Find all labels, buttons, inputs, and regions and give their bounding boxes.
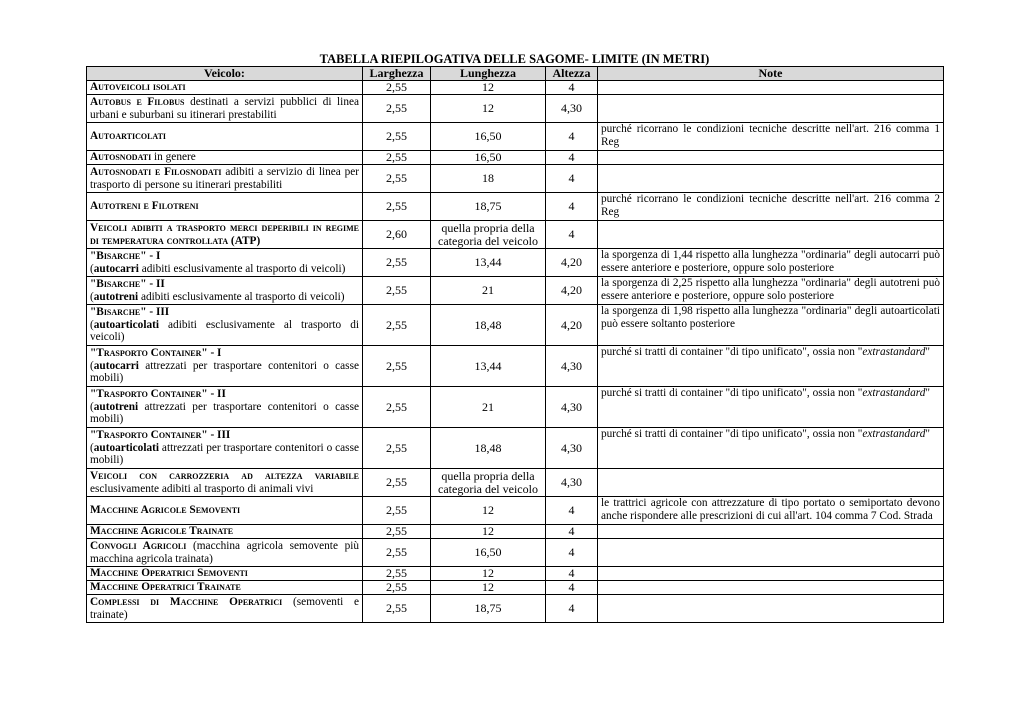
vehicle-description: esclusivamente adibiti al trasporto di animali vivi xyxy=(90,482,314,495)
veicolo-cell xyxy=(87,539,363,567)
veicolo-cell xyxy=(87,277,363,305)
table-row xyxy=(87,151,944,165)
vehicle-description: attrezzati per trasportare contenitori o casse mobili) xyxy=(90,359,359,385)
vehicle-category: Trasporto Container xyxy=(96,347,202,360)
note-cell xyxy=(598,581,944,595)
paren: ( xyxy=(90,318,94,331)
vehicle-description: adibiti esclusivamente al trasporto di veicoli) xyxy=(90,318,359,344)
larghezza-cell: 2,55 xyxy=(363,95,431,123)
note-cell: le trattrici agricole con attrezzature di tipo portato o semiportato devono anche rispondere alle prescrizioni di cui all'art. 104 comma 7 Cod. Strada xyxy=(598,497,944,525)
vehicle-category: Autotreni xyxy=(90,200,141,213)
lunghezza-cell: 12 xyxy=(431,567,546,581)
veicolo-cell xyxy=(87,428,363,469)
altezza-cell: 4 xyxy=(546,221,598,249)
lunghezza-cell: 12 xyxy=(431,581,546,595)
vehicle-class-number: " - I xyxy=(140,249,161,262)
note-cell xyxy=(598,469,944,497)
veicolo-cell xyxy=(87,387,363,428)
veicolo-cell xyxy=(87,581,363,595)
vehicle-description: adibiti esclusivamente al trasporto di veicoli) xyxy=(138,262,346,275)
table-row xyxy=(87,497,944,525)
vehicle-conjunction: e xyxy=(151,165,165,178)
header-larghezza: Larghezza xyxy=(363,67,431,81)
altezza-cell: 4,30 xyxy=(546,95,598,123)
larghezza-cell: 2,55 xyxy=(363,277,431,305)
veicolo-cell xyxy=(87,165,363,193)
veicolo-cell xyxy=(87,525,363,539)
lunghezza-cell: 12 xyxy=(431,525,546,539)
lunghezza-cell: 18 xyxy=(431,165,546,193)
note-emphasis: extrastandard xyxy=(862,428,926,440)
header-note: Note xyxy=(598,67,944,81)
altezza-cell: 4 xyxy=(546,151,598,165)
note-cell xyxy=(598,428,944,469)
lunghezza-cell: 12 xyxy=(431,95,546,123)
note-cell xyxy=(598,165,944,193)
table-row xyxy=(87,567,944,581)
lunghezza-cell: 18,48 xyxy=(431,428,546,469)
vehicle-type: autoarticolati xyxy=(93,318,160,331)
vehicle-description: attrezzati per trasportare contenitori o casse mobili) xyxy=(90,441,359,467)
vehicle-category: Veicoli con carrozzeria ad altezza variabile xyxy=(90,469,359,482)
larghezza-cell: 2,55 xyxy=(363,151,431,165)
altezza-cell: 4,20 xyxy=(546,277,598,305)
altezza-cell: 4 xyxy=(546,497,598,525)
note-text: purché si tratti di container "di tipo unificato", ossia non " xyxy=(601,387,863,399)
table-row xyxy=(87,539,944,567)
lunghezza-cell: 18,48 xyxy=(431,305,546,346)
altezza-cell: 4,30 xyxy=(546,346,598,387)
header-veicolo: Veicolo: xyxy=(87,67,363,81)
vehicle-description: (macchina agricola semovente più macchina agricola trainata) xyxy=(90,539,360,565)
vehicle-category: Macchine Agricole Trainate xyxy=(90,525,234,538)
page-title: TABELLA RIEPILOGATIVA DELLE SAGOME- LIMITE (IN METRI) xyxy=(319,52,710,66)
note-text: " xyxy=(925,346,930,358)
paren: ( xyxy=(90,441,94,454)
note-cell: la sporgenza di 1,98 rispetto alla lunghezza "ordinaria" degli autoarticolati può essere soltanto posteriore xyxy=(598,305,944,346)
veicolo-cell xyxy=(87,249,363,277)
altezza-cell: 4,30 xyxy=(546,387,598,428)
note-text: purché si tratti di container "di tipo unificato", ossia non " xyxy=(601,428,863,440)
vehicle-type: autocarri xyxy=(93,359,139,372)
larghezza-cell: 2,55 xyxy=(363,539,431,567)
altezza-cell: 4,30 xyxy=(546,428,598,469)
table-row xyxy=(87,193,944,221)
quote-mark: " xyxy=(90,347,97,360)
altezza-cell: 4,20 xyxy=(546,305,598,346)
table-row xyxy=(87,249,944,277)
larghezza-cell: 2,55 xyxy=(363,595,431,623)
vehicle-description: adibiti a servizio di linea per trasporto di persone su itinerari prestabiliti xyxy=(90,165,359,191)
veicolo-cell xyxy=(87,567,363,581)
vehicle-description: destinati a servizi pubblici di linea urbani e suburbani su itinerari prestabiliti xyxy=(90,95,359,121)
note-text: " xyxy=(925,428,930,440)
lunghezza-cell: 21 xyxy=(431,387,546,428)
note-cell xyxy=(598,81,944,95)
vehicle-class-number: " - III xyxy=(140,306,170,319)
larghezza-cell: 2,55 xyxy=(363,581,431,595)
quote-mark: " xyxy=(90,306,97,319)
table-row xyxy=(87,123,944,151)
lunghezza-cell: 21 xyxy=(431,277,546,305)
vehicle-type: autocarri xyxy=(93,262,139,275)
quote-mark: " xyxy=(90,249,97,262)
vehicle-conjunction: e xyxy=(130,95,148,108)
veicolo-cell xyxy=(87,123,363,151)
quote-mark: " xyxy=(90,429,97,442)
lunghezza-cell: 12 xyxy=(431,497,546,525)
vehicle-description: adibiti esclusivamente al trasporto di veicoli) xyxy=(138,290,345,303)
table-row xyxy=(87,525,944,539)
vehicle-category: Autoarticolati xyxy=(90,130,167,143)
veicolo-cell xyxy=(87,497,363,525)
vehicle-type: autotreni xyxy=(93,400,139,413)
vehicle-type: autotreni xyxy=(93,290,139,303)
veicolo-cell xyxy=(87,305,363,346)
header-altezza: Altezza xyxy=(546,67,598,81)
note-cell xyxy=(598,387,944,428)
note-cell: la sporgenza di 2,25 rispetto alla lunghezza "ordinaria" degli autotreni può essere anteriore e posteriore, oppure solo posteriore xyxy=(598,277,944,305)
lunghezza-cell: quella propria della categoria del veicolo xyxy=(431,469,546,497)
veicolo-cell xyxy=(87,469,363,497)
note-emphasis: extrastandard xyxy=(862,346,926,358)
note-cell xyxy=(598,595,944,623)
note-emphasis: extrastandard xyxy=(862,387,926,399)
vehicle-class-number: " - I xyxy=(201,347,222,360)
table-header-row xyxy=(87,67,944,81)
larghezza-cell: 2,55 xyxy=(363,387,431,428)
note-text: " xyxy=(925,387,930,399)
altezza-cell: 4 xyxy=(546,81,598,95)
altezza-cell: 4 xyxy=(546,123,598,151)
vehicle-category: Autosnodati xyxy=(90,151,152,164)
note-text: purché si tratti di container "di tipo unificato", ossia non " xyxy=(601,346,863,358)
note-cell xyxy=(598,221,944,249)
vehicle-category: Bisarche xyxy=(96,277,141,290)
altezza-cell: 4,30 xyxy=(546,469,598,497)
lunghezza-cell: 13,44 xyxy=(431,346,546,387)
table-row xyxy=(87,221,944,249)
vehicle-category: Filobus xyxy=(147,95,185,108)
vehicle-category: Trasporto Container xyxy=(96,388,202,401)
vehicle-category: Trasporto Container xyxy=(96,429,202,442)
note-cell: purché ricorrano le condizioni tecniche descritte nell'art. 216 comma 2 Reg xyxy=(598,193,944,221)
altezza-cell: 4 xyxy=(546,567,598,581)
vehicle-category: Autobus xyxy=(90,95,131,108)
vehicle-category: Autoveicoli isolati xyxy=(90,81,186,94)
veicolo-cell xyxy=(87,151,363,165)
lunghezza-cell: 16,50 xyxy=(431,123,546,151)
quote-mark: " xyxy=(90,388,97,401)
vehicle-abbreviation: (ATP) xyxy=(228,234,261,247)
altezza-cell: 4,20 xyxy=(546,249,598,277)
altezza-cell: 4 xyxy=(546,581,598,595)
vehicle-category: Bisarche xyxy=(96,249,141,262)
vehicle-category: Filotreni xyxy=(151,200,199,213)
larghezza-cell: 2,55 xyxy=(363,305,431,346)
table-row xyxy=(87,81,944,95)
larghezza-cell: 2,55 xyxy=(363,525,431,539)
vehicle-category: Bisarche xyxy=(96,306,141,319)
table-row xyxy=(87,346,944,387)
vehicle-class-number: " - II xyxy=(201,388,226,401)
table-row xyxy=(87,595,944,623)
veicolo-cell xyxy=(87,193,363,221)
altezza-cell: 4 xyxy=(546,595,598,623)
vehicle-category: Filosnodati xyxy=(164,165,222,178)
note-cell xyxy=(598,346,944,387)
veicolo-cell xyxy=(87,346,363,387)
vehicle-description: in genere xyxy=(151,151,196,164)
larghezza-cell: 2,55 xyxy=(363,567,431,581)
lunghezza-cell: quella propria della categoria del veicolo xyxy=(431,221,546,249)
larghezza-cell: 2,55 xyxy=(363,428,431,469)
table-row xyxy=(87,581,944,595)
lunghezza-cell: 13,44 xyxy=(431,249,546,277)
larghezza-cell: 2,55 xyxy=(363,249,431,277)
larghezza-cell: 2,55 xyxy=(363,123,431,151)
table-row xyxy=(87,469,944,497)
lunghezza-cell: 18,75 xyxy=(431,193,546,221)
table-row xyxy=(87,277,944,305)
altezza-cell: 4 xyxy=(546,525,598,539)
note-cell xyxy=(598,567,944,581)
vehicle-category: Convogli Agricoli xyxy=(90,539,187,552)
note-cell xyxy=(598,539,944,567)
altezza-cell: 4 xyxy=(546,165,598,193)
altezza-cell: 4 xyxy=(546,193,598,221)
larghezza-cell: 2,55 xyxy=(363,81,431,95)
veicolo-cell xyxy=(87,221,363,249)
vehicle-category: Veicoli adibiti a trasporto merci deperibili in regime di temperatura controllata xyxy=(90,221,359,247)
larghezza-cell: 2,55 xyxy=(363,346,431,387)
paren: ( xyxy=(90,290,94,303)
larghezza-cell: 2,55 xyxy=(363,193,431,221)
vehicle-category: Macchine Agricole Semoventi xyxy=(90,504,241,517)
veicolo-cell xyxy=(87,595,363,623)
quote-mark: " xyxy=(90,277,97,290)
sagome-limite-table xyxy=(86,66,944,623)
lunghezza-cell: 18,75 xyxy=(431,595,546,623)
lunghezza-cell: 16,50 xyxy=(431,151,546,165)
paren: ( xyxy=(90,262,94,275)
vehicle-conjunction: e xyxy=(140,200,152,213)
larghezza-cell: 2,55 xyxy=(363,165,431,193)
vehicle-category: Macchine Operatrici Semoventi xyxy=(90,567,248,580)
header-lunghezza: Lunghezza xyxy=(431,67,546,81)
table-row xyxy=(87,305,944,346)
altezza-cell: 4 xyxy=(546,539,598,567)
table-row xyxy=(87,95,944,123)
table-row xyxy=(87,387,944,428)
note-cell xyxy=(598,151,944,165)
table-row xyxy=(87,165,944,193)
note-cell: purché ricorrano le condizioni tecniche descritte nell'art. 216 comma 1 Reg xyxy=(598,123,944,151)
paren: ( xyxy=(90,359,94,372)
vehicle-type: autoarticolati xyxy=(93,441,160,454)
lunghezza-cell: 16,50 xyxy=(431,539,546,567)
table-row xyxy=(87,428,944,469)
larghezza-cell: 2,55 xyxy=(363,469,431,497)
paren: ( xyxy=(90,400,94,413)
larghezza-cell: 2,55 xyxy=(363,497,431,525)
note-cell xyxy=(598,525,944,539)
note-cell xyxy=(598,95,944,123)
note-cell: la sporgenza di 1,44 rispetto alla lunghezza "ordinaria" degli autocarri può essere anteriore e posteriore, oppure solo posteriore xyxy=(598,249,944,277)
vehicle-category: Autosnodati xyxy=(90,165,152,178)
vehicle-description: (semoventi e trainate) xyxy=(90,595,360,621)
lunghezza-cell: 12 xyxy=(431,81,546,95)
vehicle-category: Macchine Operatrici Trainate xyxy=(90,581,241,594)
veicolo-cell xyxy=(87,95,363,123)
vehicle-class-number: " - II xyxy=(140,277,165,290)
vehicle-category: Complessi di Macchine Operatrici xyxy=(90,595,283,608)
vehicle-class-number: " - III xyxy=(201,429,231,442)
veicolo-cell xyxy=(87,81,363,95)
larghezza-cell: 2,60 xyxy=(363,221,431,249)
vehicle-description: attrezzati per trasportare contenitori o casse mobili) xyxy=(90,400,359,426)
